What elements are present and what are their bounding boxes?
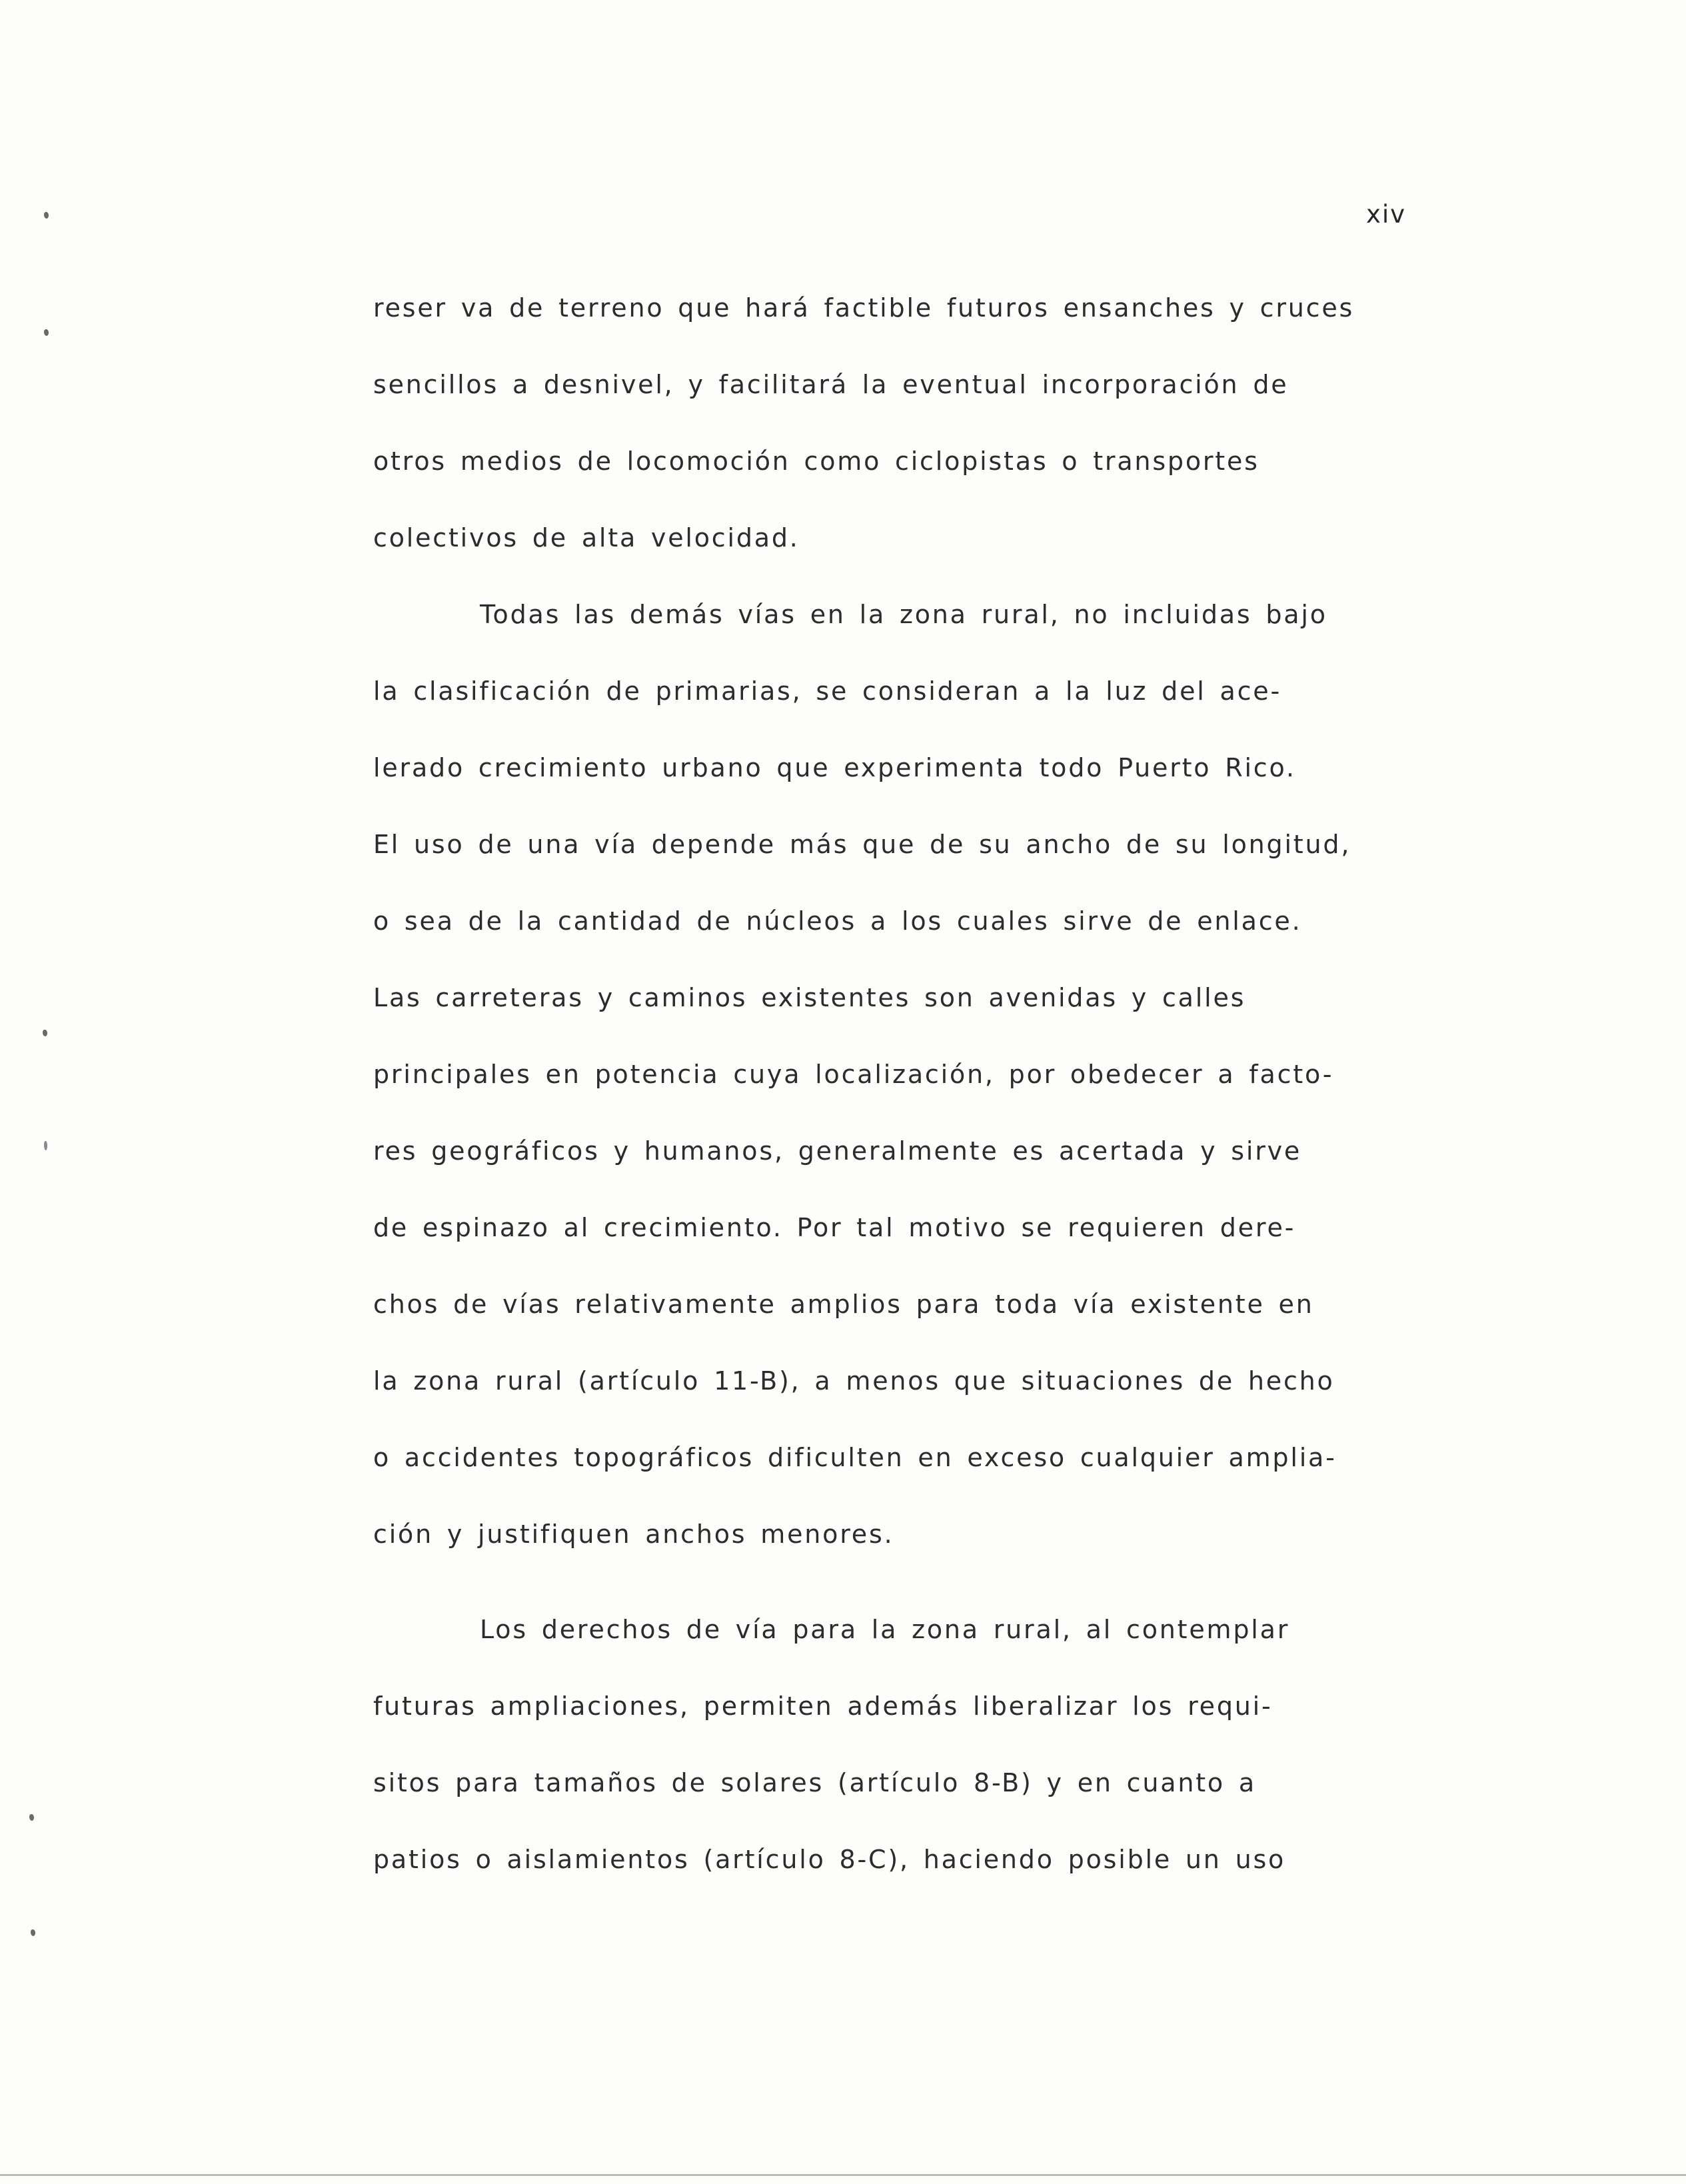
text-line: lerado crecimiento urbano que experimenta todo Puerto Rico. <box>373 753 1296 782</box>
text-line: colectivos de alta velocidad. <box>373 523 800 552</box>
text-line: futuras ampliaciones, permiten además liberalizar los requi- <box>373 1691 1273 1721</box>
margin-mark <box>29 1814 34 1821</box>
text-line: la clasificación de primarias, se consideran a la luz del ace- <box>373 676 1281 706</box>
text-line: o sea de la cantidad de núcleos a los cuales sirve de enlace. <box>373 906 1302 936</box>
text-line: la zona rural (artículo 11-B), a menos que situaciones de hecho <box>373 1366 1335 1396</box>
text-line: sencillos a desnivel, y facilitará la eventual incorporación de <box>373 370 1289 399</box>
text-line: res geográficos y humanos, generalmente es acertada y sirve <box>373 1136 1302 1166</box>
margin-mark <box>44 329 49 336</box>
text-line: Las carreteras y caminos existentes son avenidas y calles <box>373 983 1246 1012</box>
text-line: sitos para tamaños de solares (artículo 8-B) y en cuanto a <box>373 1768 1256 1797</box>
margin-mark <box>44 1141 47 1150</box>
text-line: chos de vías relativamente amplios para toda vía existente en <box>373 1290 1314 1319</box>
text-line: o accidentes topográficos dificulten en exceso cualquier amplia- <box>373 1443 1337 1472</box>
text-line: Los derechos de vía para la zona rural, al contemplar <box>480 1615 1290 1644</box>
text-line: reser va de terreno que hará factible futuros ensanches y cruces <box>373 293 1355 323</box>
text-line: patios o aislamientos (artículo 8-C), haciendo posible un uso <box>373 1845 1286 1874</box>
page-number: xiv <box>1366 200 1407 229</box>
scan-edge <box>0 2174 1686 2176</box>
paragraph-gap <box>373 1573 1466 1592</box>
text-line: de espinazo al crecimiento. Por tal motivo se requieren dere- <box>373 1213 1296 1242</box>
margin-mark <box>43 1030 47 1036</box>
text-line: otros medios de locomoción como ciclopistas o transportes <box>373 447 1260 476</box>
text-line: El uso de una vía depende más que de su ancho de su longitud, <box>373 830 1351 859</box>
text-line: Todas las demás vías en la zona rural, no incluidas bajo <box>480 600 1327 629</box>
margin-mark <box>31 1929 35 1936</box>
body-text <box>373 270 1466 1898</box>
margin-mark <box>44 212 49 219</box>
text-line: principales en potencia cuya localización, por obedecer a facto- <box>373 1060 1334 1089</box>
text-line: ción y justifiquen anchos menores. <box>373 1520 894 1549</box>
